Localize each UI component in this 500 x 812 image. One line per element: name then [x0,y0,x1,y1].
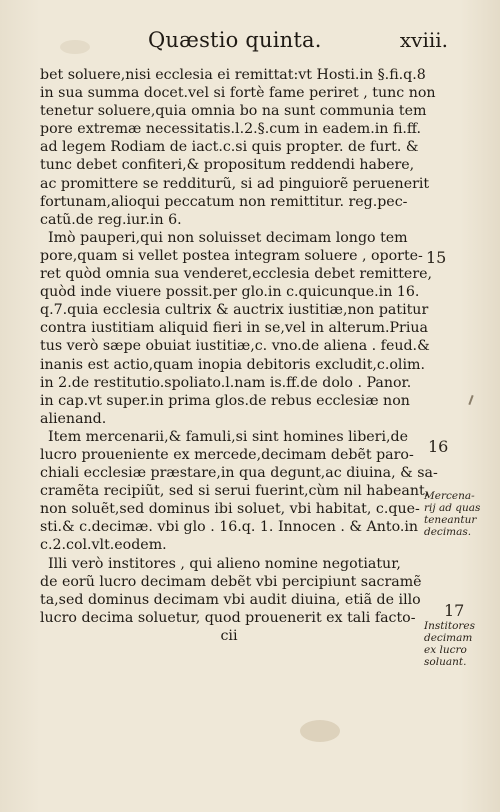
paragraph-start-line: Item mercenarii,& famuli,si sint homines liberi,de [48,428,408,445]
paragraph-start-line: Imò pauperi,qui non soluisset decimam longo tem [48,229,408,246]
folio-number: xviii. [399,28,448,52]
paragraph-start-line: Illi verò institores , qui alieno nomine negotiatur, [48,555,401,572]
text-line: ac promittere se redditurũ, si ad pinguiorẽ peruenerit [40,175,430,192]
text-line: sti.& c.decimæ. vbi glo . 16.q. 1. Innocen . & Anto.in [40,519,419,536]
margin-number-17: 17 [444,601,465,620]
text-line: cramẽta recipiũt, sed si serui fuerint,cùm nil habeant, [40,483,430,500]
catchword: cii [220,627,238,644]
gloss-line: ex lucro [424,644,467,656]
gloss-line: rij ad quas [424,502,481,514]
gloss-line: Mercena- [424,490,475,502]
text-line: lucro proueniente ex mercede,decimam debẽt paro- [40,446,414,463]
text-line: c.2.col.vlt.eodem. [40,537,167,554]
text-line: pore extremæ necessitatis.l.2.§.cum in eadem.in fi.ff. [40,121,422,138]
text-line: de eorũ lucro decimam debẽt vbi percipiunt sacramẽ [40,573,422,590]
text-line: ad legem Rodiam de iact.c.si quis propter. de furt. & [40,139,419,156]
paper-stain [300,720,340,742]
text-line: q.7.quia ecclesia cultrix & auctrix iustitiæ,non patitur [40,302,429,319]
text-line: tus verò sæpe obuiat iustitiæ,c. vno.de aliena . feud.& [40,338,430,355]
text-line: in sua summa docet.vel si fortè fame periret , tunc non [40,85,436,102]
margin-number-16: 16 [428,437,449,456]
text-line: in cap.vt super.in prima glos.de rebus ecclesiæ non [40,392,410,409]
marginal-gloss-institores [424,620,494,668]
text-line: ret quòd omnia sua venderet,ecclesia debet remittere, [40,266,433,283]
text-line: chiali ecclesiæ præstare,in qua degunt,ac diuina, & sa- [40,465,438,482]
text-line: pore,quam si vellet postea integram soluere , oporte- [40,247,423,264]
text-line: contra iustitiam aliquid fieri in se,vel in alterum.Priua [40,320,428,337]
gloss-line: teneantur [424,514,477,526]
gloss-line: decimas. [424,526,472,538]
text-line: fortunam,alioqui peccatum non remittitur. reg.pec- [40,193,408,210]
text-line: lucro decima soluetur, quod prouenerit ex tali facto- [40,609,416,626]
running-title: Quæstio quinta. [148,28,322,52]
text-line: catũ.de reg.iur.in 6. [40,211,182,228]
running-header [148,28,448,58]
text-line: inanis est actio,quam inopia debitoris excludit,c.olim. [40,356,425,373]
text-line: ta,sed dominus decimam vbi audit diuina, etiã de illo [40,591,421,608]
gloss-line: soluant. [424,656,467,668]
gloss-line: Institores [424,620,476,632]
marginal-gloss-mercenarii [424,490,494,538]
text-line: tunc debet confiteri,& propositum reddendi habere, [40,157,415,174]
pen-mark [468,395,473,405]
text-line: tenetur soluere,quia omnia bo na sunt communia tem [40,103,427,120]
gloss-line: decimam [424,632,473,644]
text-line: alienand. [40,410,107,427]
paper-stain [60,40,90,54]
text-line: quòd inde viuere possit.per glo.in c.quicunque.in 16. [40,284,420,301]
text-line: in 2.de restitutio.spoliato.l.nam is.ff.de dolo . Panor. [40,374,412,391]
text-line: non soluẽt,sed dominus ibi soluet, vbi habitat, c.que- [40,501,420,518]
margin-number-15: 15 [426,248,447,267]
text-line: bet soluere,nisi ecclesia ei remittat:vt Hosti.in §.fi.q.8 [40,67,426,83]
